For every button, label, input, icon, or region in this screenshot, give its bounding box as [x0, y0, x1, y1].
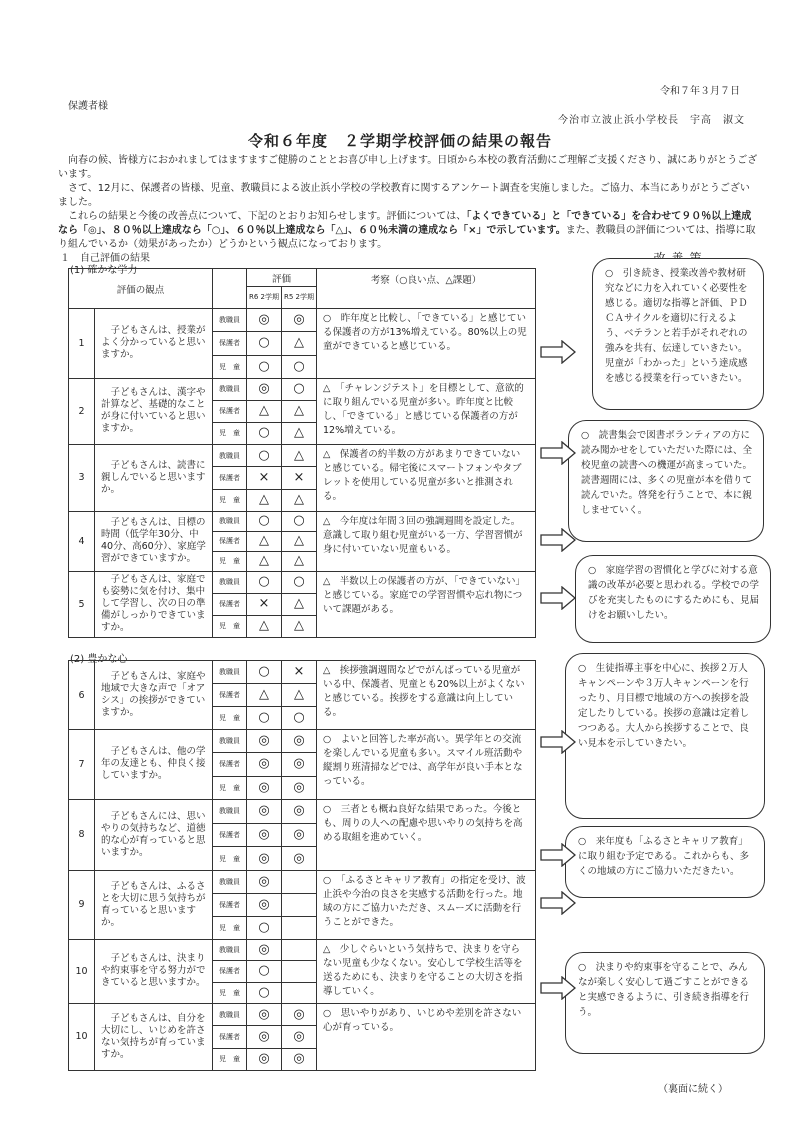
respondent-label: 教職員	[213, 661, 247, 684]
item-question: 子どもさんは、決まりや約束事を守る努力ができていると思いますか。	[95, 939, 213, 1003]
intro-p3a: これらの結果と今後の改善点について、下記のとおりお知らせします。評価については、	[68, 211, 467, 222]
subsection-academic: (1) 確かな学力	[70, 265, 138, 276]
intro-p3b: 「よくできている」と「できている」を合わせて９０％以上達成なら「◎」、８０％以上達成なら「○」、６０％以上達成なら「△」、６０％未満の達成なら「×」で示しています。	[58, 211, 752, 236]
respondent-label: 児 童	[213, 422, 247, 444]
page-title: 令和６年度 ２学期学校評価の結果の報告	[247, 132, 552, 150]
rating-r6: ◎	[247, 870, 282, 893]
item-question: 子どもさんには、思いやりの気持ちなど、道徳的な心が育っていると思いますか。	[95, 799, 213, 870]
date: 令和７年３月７日	[660, 86, 740, 97]
rating-r5	[282, 893, 317, 916]
rating-r6: ○	[247, 355, 282, 378]
rating-r5	[282, 939, 317, 960]
table-row	[69, 870, 536, 893]
rating-r6: ×	[247, 467, 282, 489]
respondent-label: 教職員	[213, 571, 247, 593]
item-question: 子どもさんは、読書に親しんでいると思いますか。	[95, 444, 213, 511]
item-question: 子どもさんは、他の学年の友達とも、仲良く接していますか。	[95, 730, 213, 800]
rating-r5: △	[282, 444, 317, 466]
rating-r6: △	[247, 615, 282, 637]
respondent-label: 教職員	[213, 730, 247, 753]
improvement-box: ○ 来年度も「ふるさとキャリア教育」に取り組む予定である。これからも、多くの地域の方にご協力いただきたい。	[565, 826, 765, 898]
rating-r6: △	[247, 531, 282, 551]
respondent-label: 児 童	[213, 776, 247, 799]
rating-r6: ×	[247, 593, 282, 615]
respondent-label: 教職員	[213, 799, 247, 823]
rating-r5: ◎	[282, 753, 317, 776]
rating-r5: ×	[282, 661, 317, 684]
item-question: 子どもさんは、家庭でも姿勢に気を付け、集中して学習し、次の日の準備がしっかりできていますか。	[95, 571, 213, 637]
rating-r6: ◎	[247, 1026, 282, 1048]
rating-r5: △	[282, 615, 317, 637]
intro-p3c: また、教職員の評価については、指導に取り組んでいるか（効果があったか）どうかという観点になっております。	[58, 225, 756, 250]
respondent-label: 児 童	[213, 1048, 247, 1070]
arrow-icon	[540, 586, 576, 610]
item-remarks: △ 「チャレンジテスト」を目標として、意欲的に取り組んでいる児童が多い。昨年度と比較し、「できている」と感じている保護者の方が12%増えている。	[317, 378, 536, 444]
rating-r6: ○	[247, 571, 282, 593]
rating-r6: ○	[247, 707, 282, 730]
rating-r5: △	[282, 531, 317, 551]
header-remarks: 考察（○良い点、△課題）	[317, 269, 536, 309]
rating-r6: ○	[247, 444, 282, 466]
rating-r6: ◎	[247, 1003, 282, 1025]
rating-r5: △	[282, 422, 317, 444]
item-number: 3	[69, 444, 95, 511]
respondent-label: 児 童	[213, 916, 247, 939]
respondent-label: 教職員	[213, 511, 247, 531]
table-row	[69, 309, 536, 332]
intro-paragraph-1: 向春の候、皆様方におかれましてはますますご健勝のこととお喜び申し上げます。日頃から本校の教育活動にご理解ご支援くださり、誠にありがとうございます。	[58, 155, 758, 180]
rating-r5: ○	[282, 571, 317, 593]
rating-r6: ○	[247, 661, 282, 684]
item-remarks: ○ 昨年度と比較し、「できている」と感じている保護者の方が13%増えている。80%以上の児童ができていると感じている。	[317, 309, 536, 379]
improvement-box: ○ 生徒指導主事を中心に、挨拶２万人キャンペーンや３万人キャンペーンを行ったり、月目標で地域の方への挨拶を設定したりしている。挨拶の意識は定着しつつある。大人から挨拶することで、良い見本を示していきたい。	[565, 653, 765, 819]
rating-r5: ◎	[282, 1048, 317, 1070]
evaluation-table-1	[68, 268, 536, 638]
rating-r5: △	[282, 332, 317, 355]
addressee: 保護者様	[68, 101, 108, 112]
respondent-label: 保護者	[213, 684, 247, 707]
continued-note: （裏面に続く）	[658, 1084, 728, 1095]
arrow-icon	[540, 528, 576, 552]
rating-r6: ◎	[247, 799, 282, 823]
improvement-box: ○ 引き続き、授業改善や教材研究などに力を入れていく必要性を感じる。適切な指導と評価、ＰＤＣＡサイクルを適切に行えるよう、ベテランと若手がそれぞれの強みを共有、伝達していきたい。児童が「わかった」という達成感を感じる授業を行っていきたい。	[592, 258, 764, 410]
header-blank	[213, 269, 247, 309]
arrow-icon	[540, 891, 576, 915]
rating-r6: △	[247, 489, 282, 511]
item-number: 7	[69, 730, 95, 800]
table-row	[69, 378, 536, 400]
table-row	[69, 571, 536, 593]
rating-r6: ◎	[247, 309, 282, 332]
respondent-label: 保護者	[213, 753, 247, 776]
header-r6: R6 2学期	[247, 287, 282, 309]
rating-r6: ○	[247, 961, 282, 982]
respondent-label: 児 童	[213, 489, 247, 511]
item-number: 2	[69, 378, 95, 444]
header-r5: R5 2学期	[282, 287, 317, 309]
respondent-label: 保護者	[213, 593, 247, 615]
item-remarks: ○ 思いやりがあり、いじめや差別を許さない心が育っている。	[317, 1003, 536, 1070]
rating-r5: ○	[282, 707, 317, 730]
rating-r6: ◎	[247, 378, 282, 400]
item-number: 5	[69, 571, 95, 637]
rating-r5	[282, 961, 317, 982]
rating-r6: ◎	[247, 776, 282, 799]
item-number: 4	[69, 511, 95, 571]
arrow-icon	[540, 843, 576, 867]
item-question: 子どもさんは、漢字や計算など、基礎的なことが身に付いていると思いますか。	[95, 378, 213, 444]
respondent-label: 保護者	[213, 823, 247, 847]
rating-r5: ◎	[282, 776, 317, 799]
respondent-label: 児 童	[213, 355, 247, 378]
item-remarks: △ 保護者の約半数の方があまりできていないと感じている。帰宅後にスマートフォンやタブレットを使用している児童が多いと推測される。	[317, 444, 536, 511]
table-row	[69, 511, 536, 531]
intro-paragraph-3	[58, 210, 758, 252]
arrow-icon	[540, 441, 576, 465]
arrow-icon	[540, 730, 576, 754]
respondent-label: 児 童	[213, 707, 247, 730]
rating-r5: ◎	[282, 847, 317, 871]
item-question: 子どもさんは、ふるさとを大切に思う気持ちが育っていると思いますか。	[95, 870, 213, 939]
rating-r6: ◎	[247, 753, 282, 776]
respondent-label: 児 童	[213, 551, 247, 571]
rating-r5	[282, 870, 317, 893]
item-remarks: ○ よいと回答した率が高い。異学年との交流を楽しんでいる児童も多い。スマイル班活動や縦割り班清掃などでは、高学年が良い手本となっている。	[317, 730, 536, 800]
evaluation-table-2	[68, 660, 536, 1071]
table-row	[69, 799, 536, 823]
arrow-icon	[540, 340, 576, 364]
respondent-label: 児 童	[213, 615, 247, 637]
rating-r5: ○	[282, 511, 317, 531]
rating-r5: ◎	[282, 1003, 317, 1025]
rating-r6: ◎	[247, 847, 282, 871]
item-remarks: △ 少しぐらいという気持ちで、決まりを守らない児童も少なくない。安心して学校生活等を送るためにも、決まりを守ることの大切さを指導していく。	[317, 939, 536, 1003]
rating-r6: ◎	[247, 893, 282, 916]
rating-r6: ◎	[247, 823, 282, 847]
item-number: 1	[69, 309, 95, 379]
rating-r5: △	[282, 400, 317, 422]
improvement-box: ○ 決まりや約束事を守ることで、みんなが楽しく安心して過ごすことができると実感できるように、引き続き指導を行う。	[565, 952, 765, 1054]
respondent-label: 教職員	[213, 309, 247, 332]
respondent-label: 保護者	[213, 893, 247, 916]
respondent-label: 教職員	[213, 939, 247, 960]
header-eval: 評価	[247, 269, 317, 287]
item-number: 6	[69, 661, 95, 730]
rating-r6: ◎	[247, 1048, 282, 1070]
rating-r5: ◎	[282, 799, 317, 823]
item-question: 子どもさんは、家庭や地域で大きな声で「オアシス」の挨拶ができていますか。	[95, 661, 213, 730]
item-remarks: ○ 「ふるさとキャリア教育」の指定を受け、波止浜や今治の良さを実感する活動を行った。地域の方にご協力いただき、スムーズに活動を行うことができた。	[317, 870, 536, 939]
respondent-label: 児 童	[213, 982, 247, 1003]
rating-r6: △	[247, 400, 282, 422]
respondent-label: 保護者	[213, 1026, 247, 1048]
rating-r5: ◎	[282, 730, 317, 753]
item-question: 子どもさんは、自分を大切にし、いじめを許さない気持ちが育っていますか。	[95, 1003, 213, 1070]
rating-r5: ◎	[282, 1026, 317, 1048]
item-remarks: △ 半数以上の保護者の方が、「できていない」と感じている。家庭での学習習慣や忘れ物について課題がある。	[317, 571, 536, 637]
table-row	[69, 730, 536, 753]
table-row	[69, 444, 536, 466]
rating-r6: ○	[247, 982, 282, 1003]
table-header-row	[69, 269, 536, 287]
respondent-label: 保護者	[213, 400, 247, 422]
rating-r5: ○	[282, 378, 317, 400]
rating-r5	[282, 982, 317, 1003]
respondent-label: 児 童	[213, 847, 247, 871]
table-row	[69, 1003, 536, 1025]
arrow-icon	[540, 976, 576, 1000]
rating-r6: △	[247, 684, 282, 707]
table-row	[69, 661, 536, 684]
rating-r5: △	[282, 593, 317, 615]
rating-r6: ◎	[247, 730, 282, 753]
rating-r6: ○	[247, 511, 282, 531]
respondent-label: 保護者	[213, 961, 247, 982]
rating-r6: △	[247, 551, 282, 571]
respondent-label: 保護者	[213, 467, 247, 489]
respondent-label: 教職員	[213, 378, 247, 400]
respondent-label: 教職員	[213, 1003, 247, 1025]
improvement-box: ○ 読書集会で図書ボランティアの方に読み聞かせをしていただいた際には、全校児童の読書への機運が高まっていた。読書週間には、多くの児童が本を借りて読んでいた。啓発を行うことで、本に親しませていく。	[568, 420, 764, 542]
rating-r6: ○	[247, 422, 282, 444]
item-number: 10	[69, 939, 95, 1003]
item-remarks: △ 今年度は年間３回の強調週間を設定した。意識して取り組む児童がいる一方、学習習慣が身に付いていない児童もいる。	[317, 511, 536, 571]
rating-r5: ◎	[282, 309, 317, 332]
respondent-label: 教職員	[213, 870, 247, 893]
intro-paragraph-2: さて、12月に、保護者の皆様、児童、教職員による波止浜小学校の学校教育に関するアンケート調査を実施しました。ご協力、本当にありがとうございました。	[58, 183, 750, 208]
header-aspect: 評価の観点	[69, 269, 213, 309]
rating-r6: ○	[247, 916, 282, 939]
rating-r5: △	[282, 684, 317, 707]
item-number: 9	[69, 870, 95, 939]
respondent-label: 保護者	[213, 531, 247, 551]
section-heading: １ 自己評価の結果	[60, 253, 150, 264]
rating-r6: ○	[247, 332, 282, 355]
rating-r5: ×	[282, 467, 317, 489]
item-number: 10	[69, 1003, 95, 1070]
intro	[58, 154, 758, 252]
rating-r5	[282, 916, 317, 939]
rating-r5: ◎	[282, 823, 317, 847]
rating-r5: △	[282, 489, 317, 511]
subsection-heart: (2) 豊かな心	[70, 654, 128, 665]
item-remarks: △ 挨拶強調週間などでがんばっている児童がいる中、保護者、児童とも20%以上がよくないと感じている。挨拶をする意識は向上している。	[317, 661, 536, 730]
sender: 今治市立波止浜小学校長 宇高 淑文	[558, 115, 745, 126]
improvement-box: ○ 家庭学習の習慣化と学びに対する意識の改革が必要と思われる。学校での学びを充実したものにするためにも、見届けをお願いしたい。	[575, 555, 771, 643]
item-number: 8	[69, 799, 95, 870]
item-question: 子どもさんは、目標の時間（低学年30分、中40分、高60分）、家庭学習ができていますか。	[95, 511, 213, 571]
rating-r5: △	[282, 551, 317, 571]
item-question: 子どもさんは、授業がよく分かっていると思いますか。	[95, 309, 213, 379]
respondent-label: 保護者	[213, 332, 247, 355]
rating-r6: ◎	[247, 939, 282, 960]
table-row	[69, 939, 536, 960]
respondent-label: 教職員	[213, 444, 247, 466]
rating-r5: ○	[282, 355, 317, 378]
item-remarks: ○ 三者とも概ね良好な結果であった。今後とも、周りの人への配慮や思いやりの気持ちを高める取組を進めていく。	[317, 799, 536, 870]
